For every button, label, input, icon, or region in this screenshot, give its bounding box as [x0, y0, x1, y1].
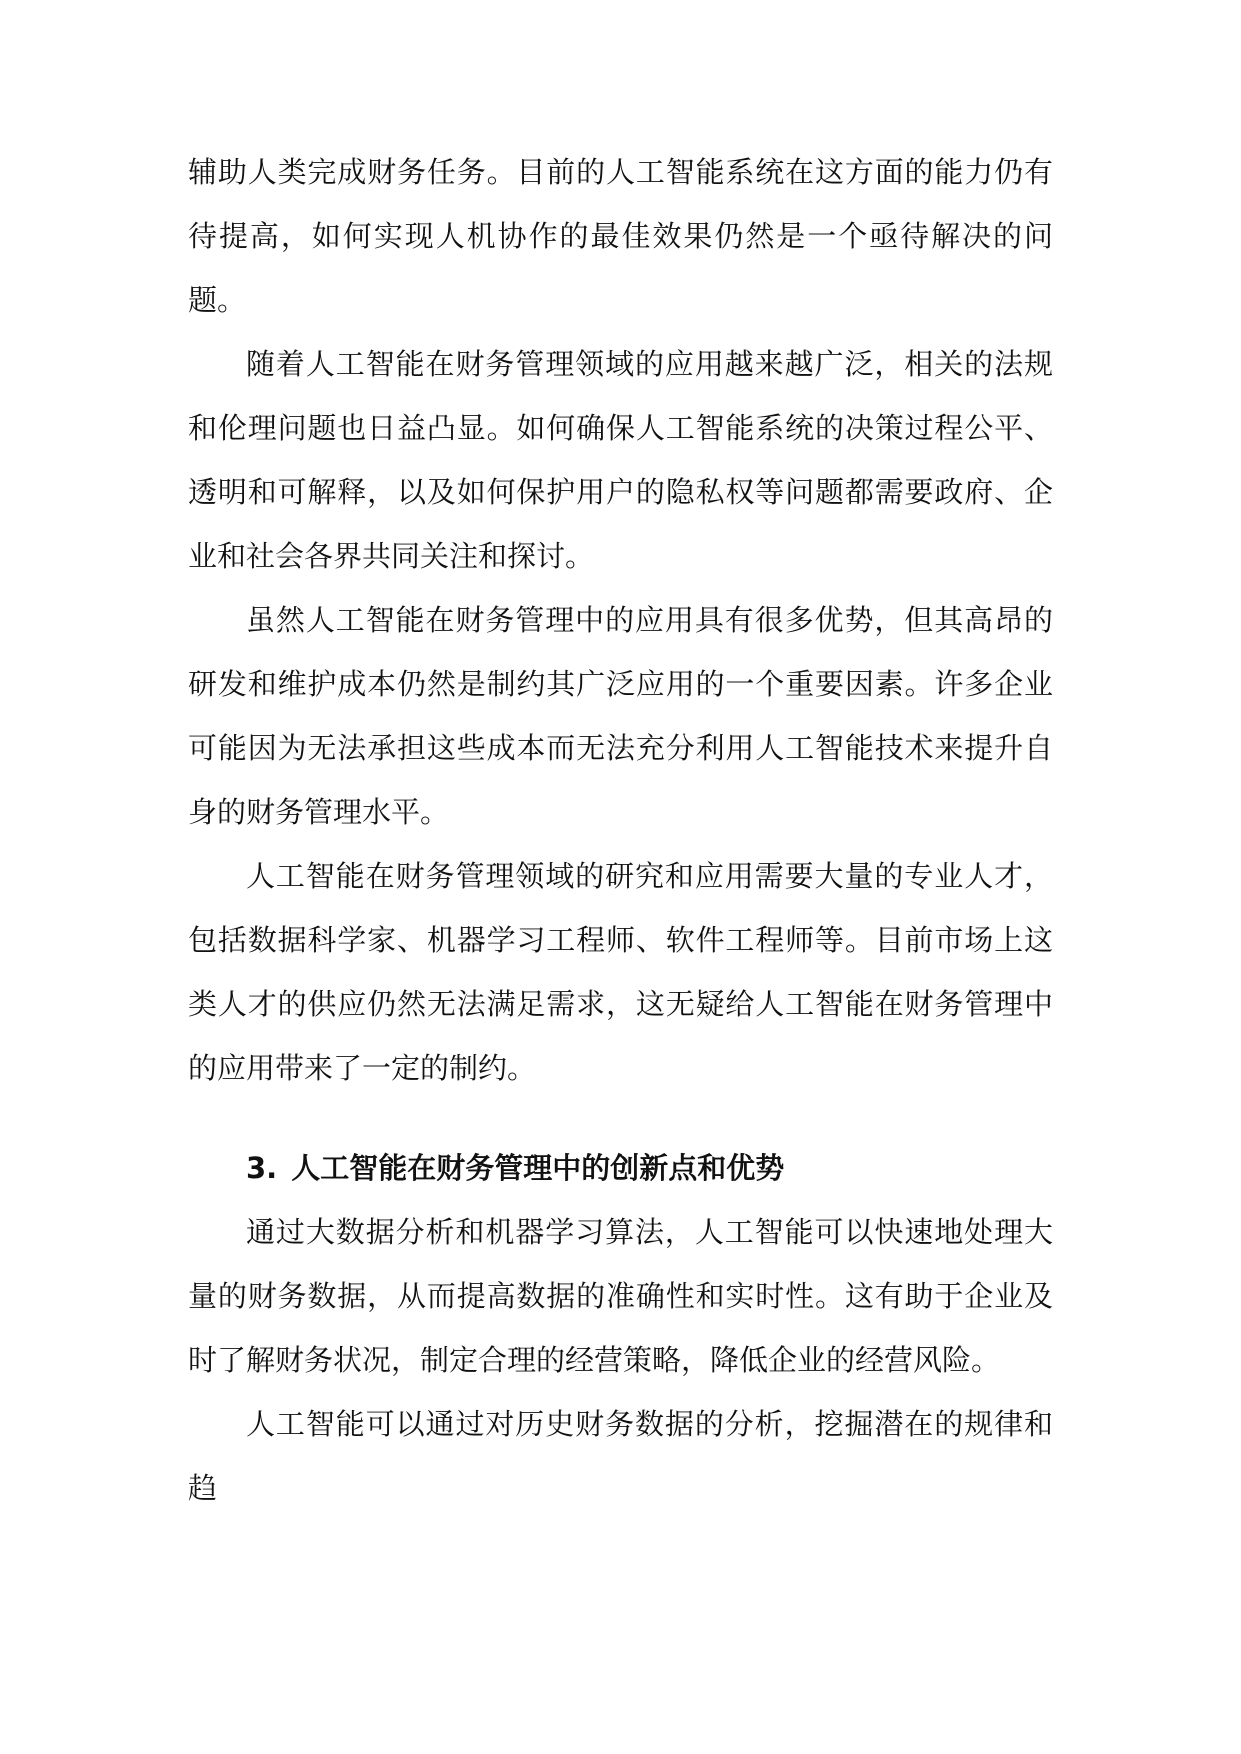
paragraph-talent-shortage: 人工智能在财务管理领域的研究和应用需要大量的专业人才，包括数据科学家、机器学习工程师、软件工程师等。目前市场上这类人才的供应仍然无法满足需求，这无疑给人工智能在财务管理中的应用带来了一定的制约。 — [188, 859, 1053, 1085]
paragraph-historical-analysis: 人工智能可以通过对历史财务数据的分析，挖掘潜在的规律和趋 — [188, 1407, 1053, 1505]
paragraph-regulation-ethics: 随着人工智能在财务管理领域的应用越来越广泛，相关的法规和伦理问题也日益凸显。如何确保人工智能系统的决策过程公平、透明和可解释，以及如何保护用户的隐私权等问题都需要政府、企业和社会各界共同关注和探讨。 — [188, 347, 1053, 573]
section-title: 人工智能在财务管理中的创新点和优势 — [291, 1151, 785, 1185]
paragraph-continuation: 辅助人类完成财务任务。目前的人工智能系统在这方面的能力仍有待提高，如何实现人机协作的最佳效果仍然是一个亟待解决的问题。 — [188, 155, 1053, 317]
paragraph-big-data: 通过大数据分析和机器学习算法，人工智能可以快速地处理大量的财务数据，从而提高数据的准确性和实时性。这有助于企业及时了解财务状况，制定合理的经营策略，降低企业的经营风险。 — [188, 1215, 1053, 1377]
paragraph-cost-constraint: 虽然人工智能在财务管理中的应用具有很多优势，但其高昂的研发和维护成本仍然是制约其广泛应用的一个重要因素。许多企业可能因为无法承担这些成本而无法充分利用人工智能技术来提升自身的财务管理水平。 — [188, 603, 1053, 829]
section-number: 3. — [246, 1151, 278, 1185]
document-body — [188, 140, 1053, 1520]
section-heading — [188, 1136, 1053, 1200]
